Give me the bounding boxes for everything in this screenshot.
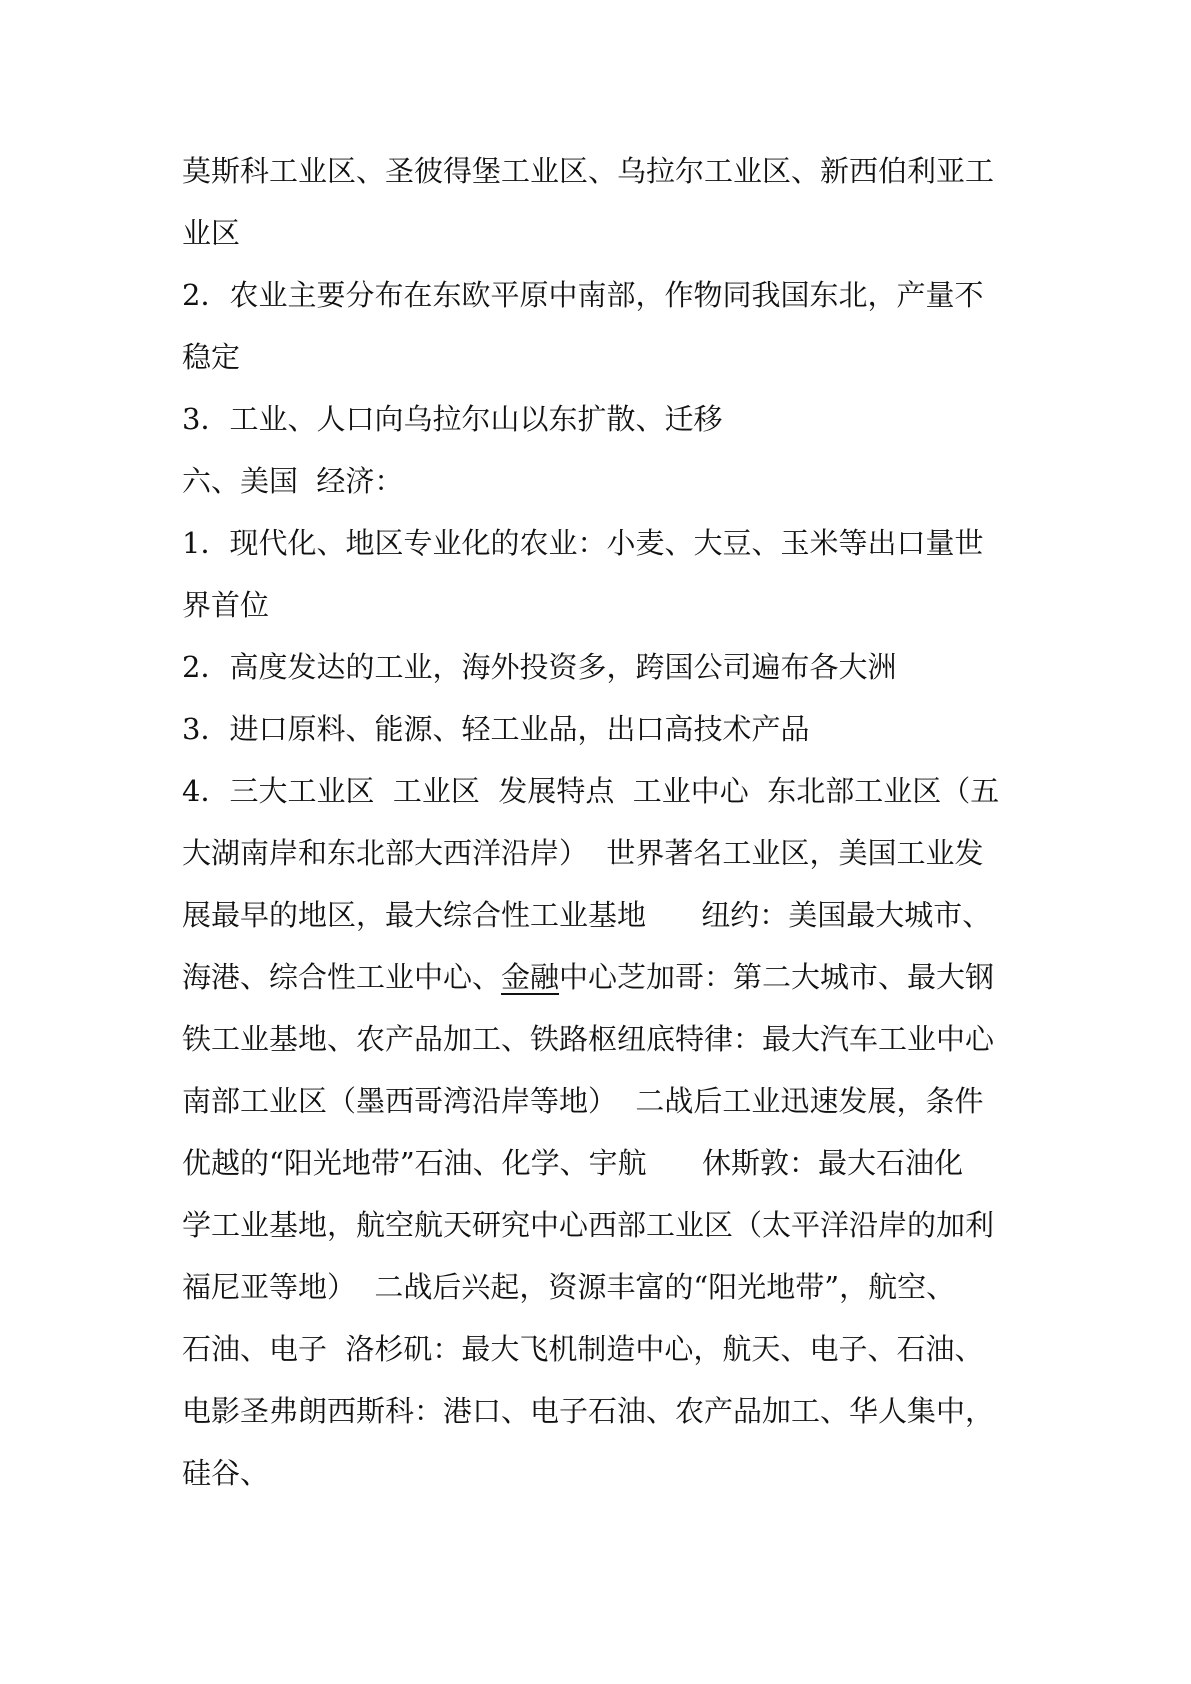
text-line: 硅谷、 [182,1456,270,1490]
document-body [182,140,1022,1504]
text-line: 展最早的地区，最大综合性工业基地 纽约：美国最大城市、 [182,898,992,932]
text-line: 业区 [182,216,241,250]
text-line: 界首位 [182,588,270,622]
text-line: 1．现代化、地区专业化的农业：小麦、大豆、玉米等出口量世 [182,526,984,560]
underlined-text: 金融 [501,960,560,994]
text-line: 4．三大工业区 工业区 发展特点 工业中心 东北部工业区（五 [182,774,1000,808]
text-line: 学工业基地，航空航天研究中心西部工业区（太平洋沿岸的加利 [182,1208,995,1242]
text-line: 电影圣弗朗西斯科：港口、电子石油、农产品加工、华人集中， [182,1394,995,1428]
text-segment: 中心芝加哥：第二大城市、最大钢 [559,960,995,994]
text-line: 铁工业基地、农产品加工、铁路枢纽底特律：最大汽车工业中心 [182,1022,995,1056]
text-line: 石油、电子 洛杉矶：最大飞机制造中心，航天、电子、石油、 [182,1332,984,1366]
text-line: 南部工业区（墨西哥湾沿岸等地） 二战后工业迅速发展，条件 [182,1084,984,1118]
text-line: 2．农业主要分布在东欧平原中南部，作物同我国东北，产量不 [182,278,984,312]
text-line: 福尼亚等地） 二战后兴起，资源丰富的“阳光地带”，航空、 [182,1270,956,1304]
text-line: 稳定 [182,340,241,374]
text-line: 2．高度发达的工业，海外投资多，跨国公司遍布各大洲 [182,650,897,684]
text-segment: 海港、综合性工业中心、 [182,960,502,994]
text-line: 3．进口原料、能源、轻工业品，出口高技术产品 [182,712,810,746]
text-line: 优越的“阳光地带”石油、化学、宇航 休斯敦：最大石油化 [182,1146,963,1180]
section-heading: 六、美国 经济： [182,464,404,498]
text-line: 莫斯科工业区、圣彼得堡工业区、乌拉尔工业区、新西伯利亚工 [182,154,995,188]
text-line: 大湖南岸和东北部大西洋沿岸） 世界著名工业区，美国工业发 [182,836,984,870]
text-line [182,946,1022,1008]
text-line: 3．工业、人口向乌拉尔山以东扩散、迁移 [182,402,723,436]
